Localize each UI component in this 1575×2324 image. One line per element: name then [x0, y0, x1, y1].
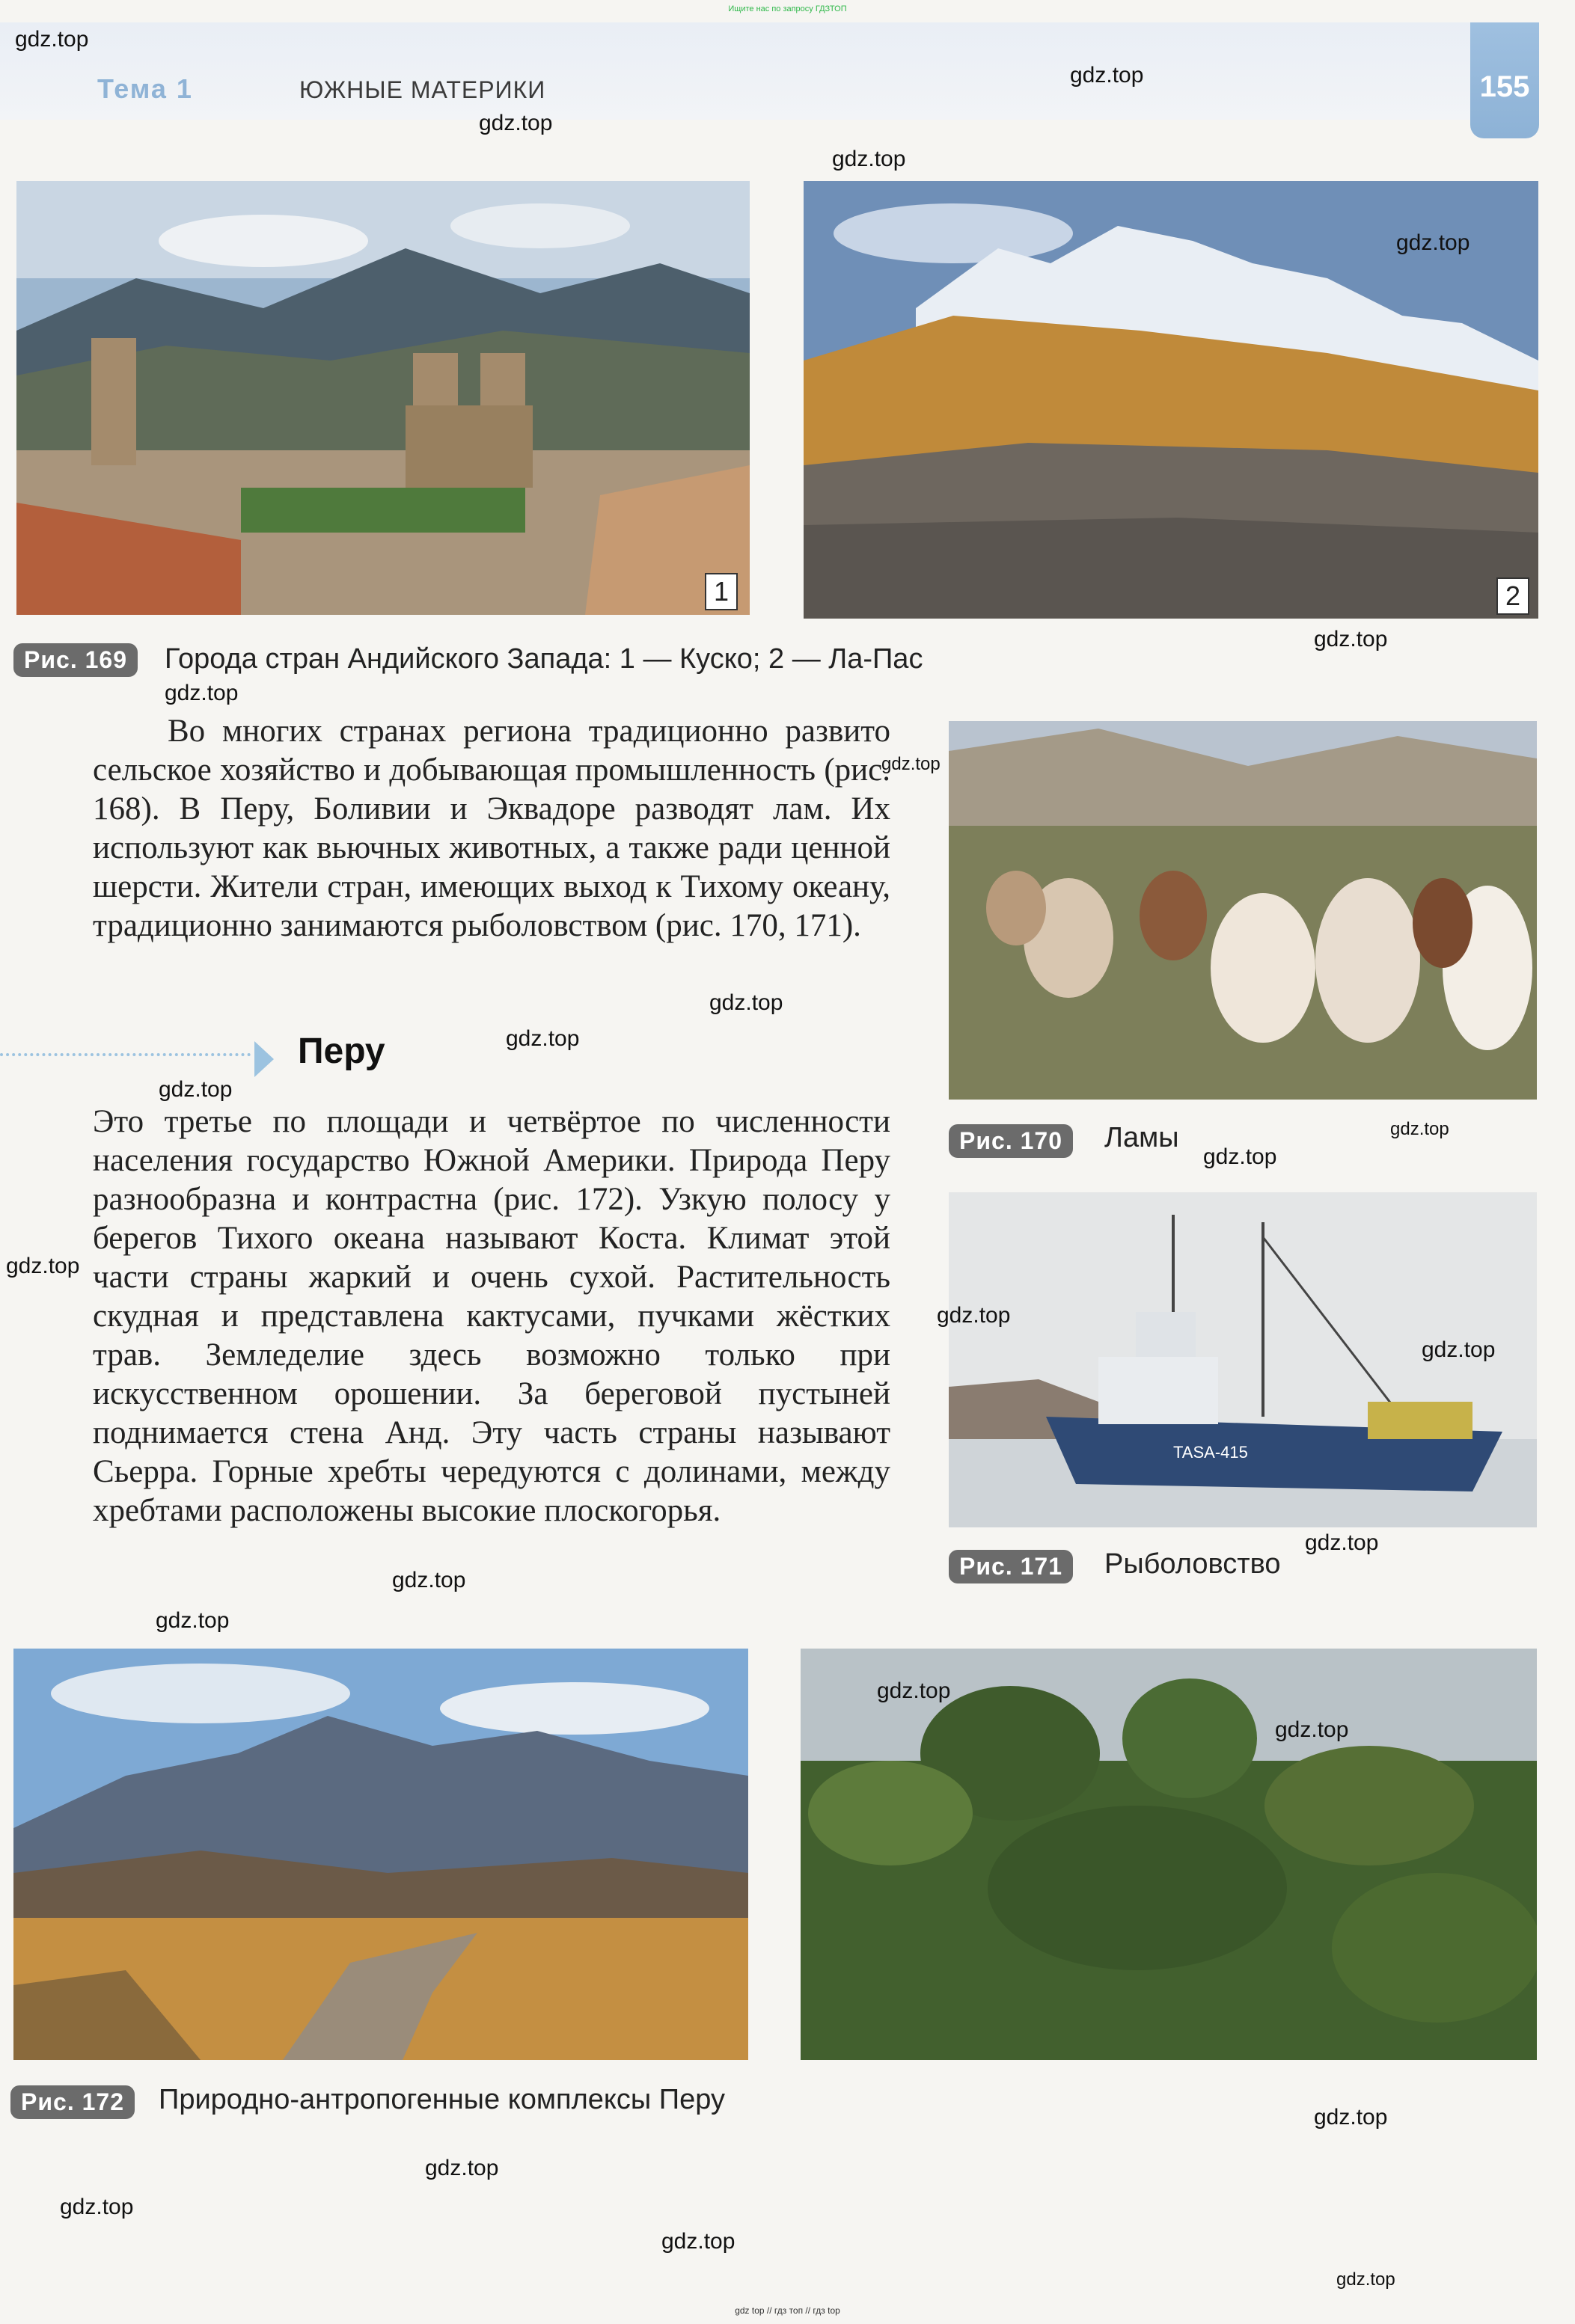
- watermark: gdz.top: [1422, 1337, 1496, 1362]
- watermark: gdz.top: [506, 1026, 580, 1051]
- section-title: Перу: [298, 1031, 385, 1071]
- page-number: 155: [1479, 70, 1530, 103]
- photo-llamas: [949, 721, 1537, 1100]
- photo-rainforest: [801, 1649, 1537, 2060]
- watermark: gdz.top: [1314, 2105, 1388, 2130]
- section-arrow-icon: [254, 1041, 274, 1077]
- watermark: gdz.top: [165, 681, 239, 705]
- ship-name: TASA-415: [1173, 1443, 1248, 1462]
- watermark: gdz.top: [832, 147, 906, 171]
- figure-caption-169: Города стран Андийского Запада: 1 — Куско; 2 — Ла-Пас: [165, 643, 923, 675]
- photo-number-2: 2: [1496, 577, 1529, 615]
- photo-cusco: [16, 181, 750, 615]
- header-band: [0, 22, 1534, 120]
- top-note: Ищите нас по запросу ГДЗТОП: [728, 4, 847, 13]
- watermark: gdz.top: [1336, 2269, 1395, 2290]
- figure-label-171: Рис. 171: [949, 1550, 1073, 1583]
- section-dotted-line: [0, 1053, 251, 1056]
- watermark: gdz.top: [877, 1678, 951, 1703]
- figure-label-172: Рис. 172: [10, 2085, 135, 2119]
- watermark: gdz.top: [15, 27, 89, 52]
- photo-number-1: 1: [705, 573, 738, 610]
- watermark: gdz.top: [1203, 1144, 1277, 1169]
- watermark: gdz.top: [661, 2229, 735, 2254]
- chapter-title: ЮЖНЫЕ МАТЕРИКИ: [299, 76, 546, 103]
- watermark: gdz.top: [1396, 230, 1470, 255]
- figure-label-169: Рис. 169: [13, 643, 138, 677]
- watermark: gdz.top: [1275, 1717, 1349, 1742]
- watermark: gdz.top: [1305, 1530, 1379, 1555]
- watermark: gdz.top: [425, 2156, 499, 2180]
- figure-caption-170: Ламы: [1104, 1122, 1179, 1153]
- paragraph-agriculture: Во многих странах региона традиционно развито сельское хозяйство и добывающая промышленность (рис. 168). В Перу, Боливии и Эквадоре разводят лам. Их используют как вьючных животных, а также ради ценной шерсти. Жители стран, имеющих выход к Тихому океану, традиционно занимаются рыболовством (рис. 170, 171).: [93, 714, 890, 943]
- watermark: gdz.top: [159, 1077, 233, 1102]
- figure-label-170: Рис. 170: [949, 1124, 1073, 1158]
- watermark: gdz.top: [1314, 627, 1388, 651]
- topic-label: Тема 1: [97, 73, 193, 104]
- watermark: gdz.top: [60, 2195, 134, 2219]
- watermark: gdz.top: [6, 1254, 80, 1278]
- watermark: gdz.top: [709, 990, 783, 1015]
- watermark: gdz.top: [479, 111, 553, 135]
- watermark: gdz.top: [392, 1568, 466, 1592]
- watermark: gdz.top: [156, 1608, 230, 1633]
- figure-caption-171: Рыболовство: [1104, 1548, 1281, 1580]
- watermark: gdz.top: [1070, 63, 1144, 88]
- photo-andes-valley: [13, 1649, 748, 2060]
- figure-caption-172: Природно-антропогенные комплексы Перу: [159, 2084, 725, 2115]
- paragraph-peru: Это третье по площади и четвёртое по численности населения государство Южной Америки. Природа Перу разнообразна и контрастна (рис. 172). Узкую полосу у берегов Тихого океана называют Коста. Климат этой части страны жаркий и очень сухой. Растительность скудная и представлена кактусами, пучками жёстких трав. Земледелие здесь возможно только при искусственном орошении. За береговой пустыней поднимается стена Анд. Эту часть страны называют Сьерра. Горные хребты чередуются с долинами, между хребтами расположены высокие плоскогорья.: [93, 1104, 890, 1528]
- watermark: gdz.top: [881, 754, 941, 774]
- watermark: gdz.top: [937, 1303, 1011, 1328]
- bottom-note: gdz top // гдз топ // гдз top: [735, 2305, 840, 2316]
- watermark: gdz.top: [1390, 1119, 1449, 1139]
